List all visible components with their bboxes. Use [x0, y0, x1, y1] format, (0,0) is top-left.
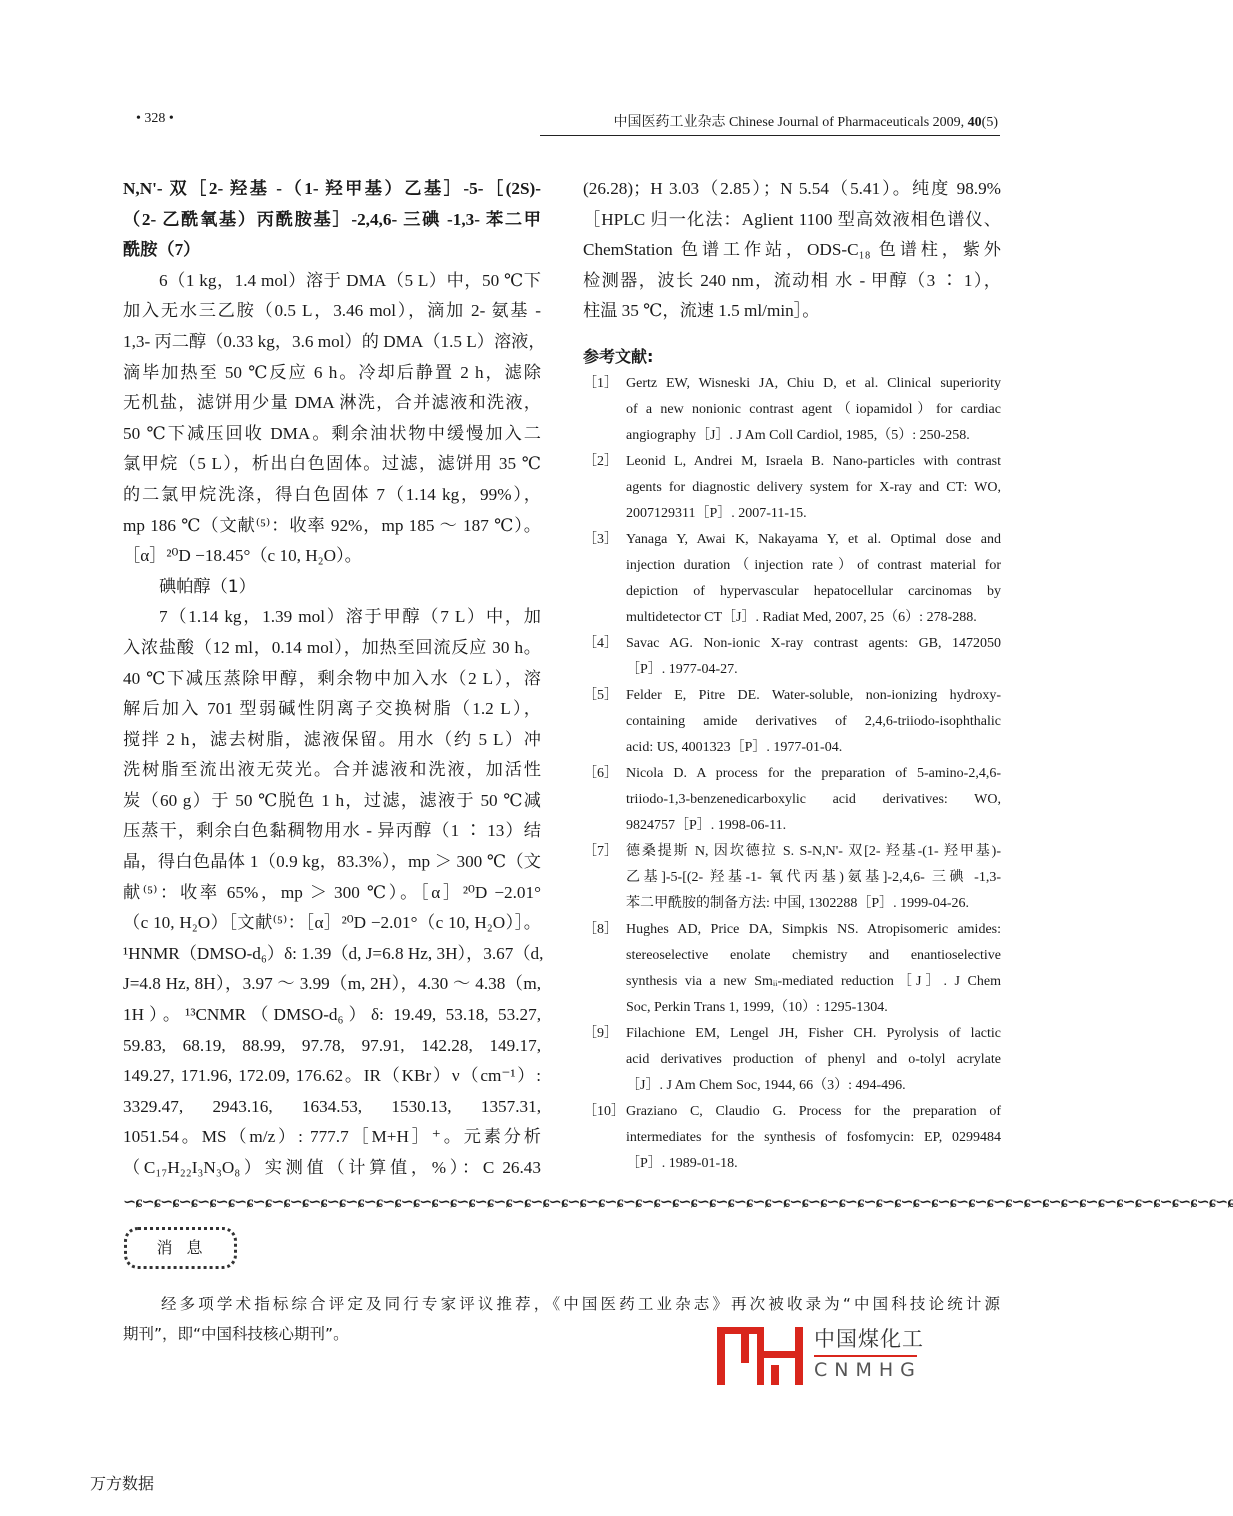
reference-line: Leonid L, Andrei M, Israela B. Nano-particles with contrast — [626, 453, 1001, 469]
reference-line: triiodo-1,3-benzenedicarboxylic acid derivatives: WO, — [626, 791, 1001, 807]
notice-text-line-1: 经多项学术指标综合评定及同行专家评议推荐，《中国医药工业杂志》再次被收录为“中国科技论统计源 — [161, 1295, 1000, 1313]
reference-line: agents for diagnostic delivery system for X-ray and CT: WO, — [626, 479, 1001, 495]
text-line: N,N'- 双［2- 羟基 -（1- 羟甲基）乙基］-5-［(2S)- — [123, 179, 541, 198]
reference-number: ［9］ — [583, 1025, 618, 1041]
cnmhg-logo — [717, 1325, 927, 1387]
reference-line: depiction of hypervascular hepatocellular carcinomas by — [626, 583, 1001, 599]
logo-text-cn: 中国煤化工 — [814, 1327, 924, 1351]
reference-line: of a new nonionic contrast agent（iopamidol）for cardiac — [626, 401, 1001, 417]
text-line: 无机盐，滤饼用少量 DMA 淋洗，合并滤液和洗液， — [123, 393, 541, 413]
reference-item — [583, 683, 1001, 761]
text-line: 加入无水三乙胺（0.5 L，3.46 mol），滴加 2- 氨基 - — [123, 301, 541, 321]
text-line: 1051.54。MS（m/z）: 777.7［M+H］⁺。元素分析 — [123, 1127, 541, 1147]
reference-line: intermediates for the synthesis of fosfomycin: EP, 0299484 — [626, 1129, 1001, 1145]
text-line: 晶，得白色晶体 1（0.9 kg，83.3%），mp ＞ 300 ℃（文 — [123, 852, 541, 872]
reference-line: ［P］. 1977-04-27. — [626, 661, 738, 677]
reference-item — [583, 761, 1001, 839]
reference-line: 乙基]-5-[(2- 羟基-1- 氧代丙基)氨基]-2,4,6- 三碘 -1,3- — [626, 869, 1001, 885]
reference-line: injection duration（injection rate）of contrast material for — [626, 557, 1001, 573]
text-line: 氯甲烷（5 L），析出白色固体。过滤，滤饼用 35 ℃ — [123, 454, 541, 474]
reference-number: ［4］ — [583, 635, 618, 651]
reference-line: Hughes AD, Price DA, Simpkis NS. Atropisomeric amides: — [626, 921, 1001, 937]
text-line: J=4.8 Hz, 8H），3.97 ～ 3.99（m, 2H），4.30 ～ 4.38（m, — [123, 974, 541, 994]
reference-line: 德桑提斯 N, 因坎德拉 S. S-N,N'- 双[2- 羟基-(1- 羟甲基)- — [626, 843, 1001, 859]
right-column — [583, 174, 1001, 1177]
text-line: 149.27, 171.96, 172.09, 176.62。IR（KBr）ν（cm⁻¹）: — [123, 1066, 541, 1086]
notice-label-box: 消息 — [124, 1227, 237, 1269]
watermark-footer: 万方数据 — [90, 1474, 155, 1493]
reference-number: ［6］ — [583, 765, 618, 781]
text-line: mp 186 ℃（文献⁽⁵⁾：收率 92%，mp 185 ～ 187 ℃）。 — [123, 515, 541, 535]
reference-line: multidetector CT［J］. Radiat Med, 2007, 25（6）: 278-288. — [626, 609, 977, 625]
text-line: 炭（60 g）于 50 ℃脱色 1 h，过滤，滤液于 50 ℃减 — [123, 790, 541, 810]
text-line: 6（1 kg，1.4 mol）溶于 DMA（5 L）中，50 ℃下 — [159, 270, 541, 290]
reference-line: Felder E, Pitre DE. Water-soluble, non-ionizing hydroxy- — [626, 687, 1001, 703]
reference-line: Gertz EW, Wisneski JA, Chiu D, et al. Clinical superiority — [626, 375, 1001, 391]
text-line: ［HPLC 归一化法：Aglient 1100 型高效液相色谱仪、 — [583, 209, 1001, 229]
reference-line: synthesis via a new Smᵢᵢ-mediated reduction［J］. J Chem — [626, 973, 1001, 989]
reference-item — [583, 527, 1001, 631]
text-line: 50 ℃下减压回收 DMA。剩余油状物中缓慢加入二 — [123, 423, 541, 443]
reference-line: Soc, Perkin Trans 1, 1999,（10）: 1295-1304. — [626, 999, 888, 1015]
text-line: （2- 乙酰氧基）丙酰胺基］-2,4,6- 三碘 -1,3- 苯二甲 — [123, 209, 541, 229]
reference-line: 苯二甲酰胺的制备方法: 中国, 1302288［P］. 1999-04-26. — [626, 895, 969, 911]
reference-line: stereoselective enolate chemistry and enantioselective — [626, 947, 1001, 963]
page-number: • 328 • — [136, 111, 174, 126]
text-line: ¹HNMR（DMSO-d₆）δ: 1.39（d, J=6.8 Hz, 3H），3.67（d, — [123, 943, 544, 963]
notice-text-line-2: 期刊”，即“中国科技核心期刊”。 — [123, 1325, 349, 1343]
hplc-text — [583, 174, 1001, 327]
reference-list — [583, 371, 1001, 1177]
reference-line: 9824757［P］. 1998-06-11. — [626, 817, 787, 833]
reference-number: ［8］ — [583, 921, 618, 937]
text-line: 入浓盐酸（12 ml，0.14 mol），加热至回流反应 30 h。 — [123, 637, 541, 657]
text-line: 酰胺（7） — [123, 240, 201, 260]
reference-line: Nicola D. A process for the preparation of 5-amino-2,4,6- — [626, 765, 1001, 781]
reference-line: Filachione EM, Lengel JH, Fisher CH. Pyrolysis of lactic — [626, 1025, 1001, 1041]
logo-rule — [814, 1355, 917, 1357]
reference-number: ［3］ — [583, 531, 618, 547]
reference-number: ［2］ — [583, 453, 618, 469]
text-line: 59.83, 68.19, 88.99, 97.78, 97.91, 142.28, 149.17, — [123, 1035, 541, 1055]
text-line: ［α］²⁰D −18.45°（c 10, H₂O）。 — [123, 546, 362, 566]
reference-item — [583, 371, 1001, 449]
reference-line: acid derivatives production of phenyl and o-tolyl acrylate — [626, 1051, 1001, 1067]
issue: (5) — [981, 115, 998, 130]
reference-line: angiography［J］. J Am Coll Cardiol, 1985,（5）: 250-258. — [626, 427, 970, 443]
reference-number: ［1］ — [583, 375, 618, 391]
journal-name-en: Chinese Journal of Pharmaceuticals 2009, — [728, 115, 965, 130]
text-line: 检测器，波长 240 nm，流动相 水 - 甲醇（3 ∶ 1）， — [583, 270, 1001, 290]
text-line: 解后加入 701 型弱碱性阴离子交换树脂（1.2 L）， — [123, 699, 541, 719]
references-heading: 参考文献: — [583, 346, 654, 366]
reference-number: ［7］ — [583, 843, 618, 859]
reference-line: Yanaga Y, Awai K, Nakayama Y, et al. Optimal dose and — [626, 531, 1001, 547]
reference-line: 2007129311［P］. 2007-11-15. — [626, 505, 807, 521]
text-line: （c 10, H₂O）［文献⁽⁵⁾：［α］²⁰D −2.01°（c 10, H₂O）］。 — [123, 913, 541, 933]
text-line: 滴毕加热至 50 ℃反应 6 h。冷却后静置 2 h，滤除 — [123, 362, 541, 382]
text-line: 洗树脂至流出液无荧光。合并滤液和洗液，加活性 — [123, 760, 541, 780]
journal-name-cn: 中国医药工业杂志 — [613, 115, 726, 130]
text-line: (26.28)；H 3.03（2.85）；N 5.54（5.41）。纯度 98.9% — [583, 179, 1001, 198]
reference-line: ［J］. J Am Chem Soc, 1944, 66（3）: 494-496. — [626, 1077, 906, 1093]
text-line: 40 ℃下减压蒸除甲醇，剩余物中加入水（2 L），溶 — [123, 668, 541, 688]
ornamental-divider: ∽ɕ∽ɕ∽ɕ∽ɕ∽ɕ∽ɕ∽ɕ∽ɕ∽ɕ∽ɕ∽ɕ∽ɕ∽ɕ∽ɕ∽ɕ∽ɕ∽ɕ∽ɕ∽ɕ∽ɕ∽ɕ∽ɕ∽ɕ∽ɕ∽ɕ∽ɕ∽ɕ∽ɕ∽ɕ∽ɕ∽ɕ∽ɕ∽ɕ∽ɕ∽ɕ∽ɕ∽ɕ∽ɕ∽ɕ∽ɕ∽ɕ∽ɕ∽ɕ∽ɕ∽ɕ∽ɕ∽ɕ∽ɕ∽ɕ∽ɕ∽ɕ∽ɕ∽ɕ∽ɕ∽ɕ∽ɕ∽ɕ∽ɕ∽ɕ∽ɕ — [123, 1194, 1233, 1211]
text-line: （C₁₇H₂₂I₃N₃O₈）实测值（计算值，%）：C 26.43 — [123, 1158, 541, 1177]
mh-logo-mark-icon — [717, 1325, 807, 1387]
text-line: 的二氯甲烷洗涤，得白色固体 7（1.14 kg，99%）， — [123, 484, 541, 504]
reference-line: containing amide derivatives of 2,4,6-triiodo-isophthalic — [626, 713, 1001, 729]
reference-item — [583, 917, 1001, 1021]
text-line: 1,3- 丙二醇（0.33 kg，3.6 mol）的 DMA（1.5 L）溶液， — [123, 331, 546, 351]
text-line: 压蒸干，剩余白色黏稠物用水 - 异丙醇（1 ∶ 13）结 — [123, 821, 541, 841]
text-line: 献⁽⁵⁾：收率 65%，mp ＞ 300 ℃）。［α］²⁰D −2.01° — [123, 882, 541, 902]
logo-text-en: CNMHG — [814, 1359, 922, 1381]
reference-line: Graziano C, Claudio G. Process for the preparation of — [626, 1103, 1001, 1119]
text-line: 7（1.14 kg，1.39 mol）溶于甲醇（7 L）中，加 — [159, 607, 541, 627]
text-line: ChemStation 色谱工作站，ODS-C₁₈ 色谱柱，紫外 — [583, 240, 1001, 260]
reference-item — [583, 1021, 1001, 1099]
running-header — [540, 111, 1000, 136]
text-line: 3329.47, 2943.16, 1634.53, 1530.13, 1357.31, — [123, 1096, 541, 1116]
reference-item — [583, 839, 1001, 917]
reference-line: ［P］. 1989-01-18. — [626, 1155, 738, 1171]
left-column — [123, 174, 546, 1184]
volume: 40 — [967, 115, 982, 130]
text-line: 1H）。¹³CNMR（DMSO-d₆）δ: 19.49, 53.18, 53.27, — [123, 1005, 541, 1025]
text-line: 搅拌 2 h，滤去树脂，滤液保留。用水（约 5 L）冲 — [123, 729, 541, 749]
reference-line: Savac AG. Non-ionic X-ray contrast agents: GB, 1472050 — [626, 635, 1001, 651]
text-line: 柱温 35 ℃，流速 1.5 ml/min］。 — [583, 301, 820, 321]
reference-item — [583, 449, 1001, 527]
reference-line: acid: US, 4001323［P］. 1977-01-04. — [626, 739, 843, 755]
reference-item — [583, 1099, 1001, 1177]
reference-number: ［5］ — [583, 687, 618, 703]
reference-number: ［10］ — [583, 1103, 625, 1119]
reference-item — [583, 631, 1001, 683]
text-line: 碘帕醇（1） — [159, 576, 256, 597]
